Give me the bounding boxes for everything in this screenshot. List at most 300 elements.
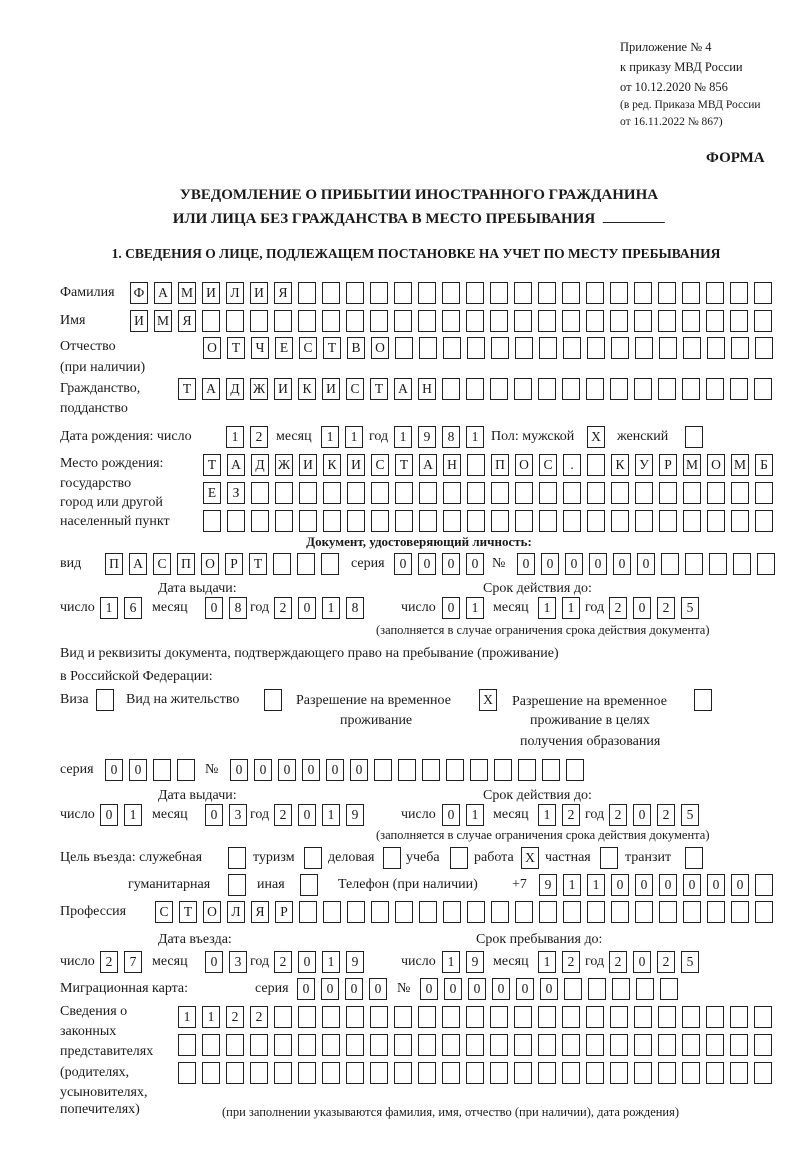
checkbox[interactable] <box>264 689 282 711</box>
char-box[interactable]: М <box>731 454 749 476</box>
char-box[interactable] <box>562 378 580 400</box>
purpose-other-checkbox[interactable] <box>300 874 318 896</box>
char-box[interactable] <box>730 1034 748 1056</box>
char-box[interactable]: И <box>274 378 292 400</box>
char-box[interactable]: Т <box>178 378 196 400</box>
char-box[interactable] <box>514 1034 532 1056</box>
char-box[interactable] <box>442 310 460 332</box>
char-box[interactable] <box>709 553 727 575</box>
char-box[interactable] <box>491 482 509 504</box>
char-box[interactable] <box>683 337 701 359</box>
char-box[interactable]: И <box>299 454 317 476</box>
doc-issue-year-boxes[interactable] <box>274 597 364 619</box>
char-box[interactable] <box>562 1034 580 1056</box>
char-box[interactable] <box>395 337 413 359</box>
char-box[interactable]: К <box>323 454 341 476</box>
char-box[interactable] <box>298 1006 316 1028</box>
purpose-tourism-checkbox[interactable] <box>304 847 322 869</box>
char-box[interactable] <box>514 378 532 400</box>
char-box[interactable] <box>467 901 485 923</box>
surname-boxes[interactable] <box>130 282 772 304</box>
char-box[interactable]: А <box>129 553 147 575</box>
char-box[interactable]: 5 <box>681 597 699 619</box>
char-box[interactable] <box>490 282 508 304</box>
char-box[interactable]: 9 <box>346 951 364 973</box>
stay-number-boxes[interactable] <box>230 759 584 781</box>
char-box[interactable] <box>442 1034 460 1056</box>
char-box[interactable]: 2 <box>562 804 580 826</box>
char-box[interactable] <box>538 1062 556 1084</box>
char-box[interactable] <box>563 337 581 359</box>
char-box[interactable] <box>494 759 512 781</box>
char-box[interactable] <box>250 1062 268 1084</box>
char-box[interactable] <box>178 1062 196 1084</box>
char-box[interactable]: 1 <box>100 597 118 619</box>
char-box[interactable] <box>682 1062 700 1084</box>
char-box[interactable] <box>706 1006 724 1028</box>
char-box[interactable] <box>422 759 440 781</box>
char-box[interactable] <box>610 378 628 400</box>
char-box[interactable] <box>682 1006 700 1028</box>
char-box[interactable] <box>178 1034 196 1056</box>
char-box[interactable]: Б <box>755 454 773 476</box>
char-box[interactable] <box>562 1006 580 1028</box>
char-box[interactable] <box>374 759 392 781</box>
checkbox[interactable] <box>300 874 318 896</box>
char-box[interactable] <box>297 553 315 575</box>
char-box[interactable] <box>418 1062 436 1084</box>
citizenship-boxes[interactable] <box>178 378 772 400</box>
char-box[interactable] <box>755 874 773 896</box>
char-box[interactable] <box>586 282 604 304</box>
char-box[interactable] <box>395 510 413 532</box>
char-box[interactable] <box>322 1062 340 1084</box>
char-box[interactable]: К <box>298 378 316 400</box>
char-box[interactable] <box>731 337 749 359</box>
char-box[interactable]: 2 <box>250 426 268 448</box>
char-box[interactable]: Л <box>227 901 245 923</box>
char-box[interactable]: И <box>322 378 340 400</box>
char-box[interactable]: 0 <box>611 874 629 896</box>
checkbox[interactable]: X <box>479 689 497 711</box>
char-box[interactable]: У <box>635 454 653 476</box>
char-box[interactable] <box>707 510 725 532</box>
char-box[interactable] <box>419 482 437 504</box>
char-box[interactable] <box>707 482 725 504</box>
char-box[interactable]: 7 <box>124 951 142 973</box>
char-box[interactable]: 0 <box>466 553 484 575</box>
char-box[interactable] <box>470 759 488 781</box>
char-box[interactable] <box>371 901 389 923</box>
purpose-business-checkbox[interactable] <box>383 847 401 869</box>
char-box[interactable] <box>370 1062 388 1084</box>
char-box[interactable]: 6 <box>124 597 142 619</box>
char-box[interactable] <box>466 310 484 332</box>
char-box[interactable] <box>418 1006 436 1028</box>
char-box[interactable] <box>634 1006 652 1028</box>
char-box[interactable]: 2 <box>274 951 292 973</box>
checkbox[interactable] <box>304 847 322 869</box>
char-box[interactable] <box>635 510 653 532</box>
char-box[interactable]: 0 <box>517 553 535 575</box>
char-box[interactable]: Н <box>443 454 461 476</box>
char-box[interactable] <box>635 337 653 359</box>
char-box[interactable] <box>298 1034 316 1056</box>
char-box[interactable]: 3 <box>229 951 247 973</box>
char-box[interactable]: 0 <box>540 978 558 1000</box>
stay-until-month-boxes[interactable] <box>538 951 580 973</box>
char-box[interactable] <box>274 1062 292 1084</box>
char-box[interactable]: Т <box>370 378 388 400</box>
char-box[interactable]: 1 <box>124 804 142 826</box>
title-blank-line[interactable] <box>603 208 665 223</box>
char-box[interactable]: Ф <box>130 282 148 304</box>
char-box[interactable]: Ж <box>250 378 268 400</box>
char-box[interactable]: 1 <box>322 951 340 973</box>
char-box[interactable] <box>757 553 775 575</box>
char-box[interactable] <box>755 901 773 923</box>
char-box[interactable] <box>466 1062 484 1084</box>
char-box[interactable] <box>733 553 751 575</box>
residence-checkbox[interactable] <box>264 689 282 711</box>
checkbox[interactable] <box>383 847 401 869</box>
char-box[interactable]: 0 <box>633 804 651 826</box>
char-box[interactable]: 0 <box>418 553 436 575</box>
char-box[interactable]: 0 <box>683 874 701 896</box>
char-box[interactable] <box>542 759 560 781</box>
char-box[interactable] <box>490 1062 508 1084</box>
char-box[interactable] <box>446 759 464 781</box>
char-box[interactable]: С <box>155 901 173 923</box>
char-box[interactable] <box>153 759 171 781</box>
char-box[interactable] <box>586 1006 604 1028</box>
char-box[interactable] <box>346 1034 364 1056</box>
char-box[interactable]: 2 <box>274 597 292 619</box>
char-box[interactable]: 0 <box>659 874 677 896</box>
migration-number-boxes[interactable] <box>420 978 678 1000</box>
char-box[interactable]: 0 <box>298 804 316 826</box>
char-box[interactable] <box>730 378 748 400</box>
char-box[interactable] <box>563 901 581 923</box>
char-box[interactable] <box>755 337 773 359</box>
char-box[interactable] <box>443 482 461 504</box>
char-box[interactable]: С <box>539 454 557 476</box>
char-box[interactable]: 2 <box>250 1006 268 1028</box>
char-box[interactable]: И <box>250 282 268 304</box>
phone-boxes[interactable] <box>539 874 773 896</box>
char-box[interactable] <box>538 1006 556 1028</box>
char-box[interactable] <box>682 1034 700 1056</box>
char-box[interactable]: 2 <box>609 804 627 826</box>
stay-series-boxes[interactable] <box>105 759 195 781</box>
char-box[interactable] <box>418 1034 436 1056</box>
char-box[interactable]: 0 <box>731 874 749 896</box>
char-box[interactable]: . <box>563 454 581 476</box>
char-box[interactable] <box>538 282 556 304</box>
char-box[interactable] <box>395 901 413 923</box>
char-box[interactable]: 0 <box>230 759 248 781</box>
char-box[interactable] <box>539 901 557 923</box>
char-box[interactable]: 1 <box>466 804 484 826</box>
char-box[interactable] <box>227 510 245 532</box>
char-box[interactable] <box>659 337 677 359</box>
char-box[interactable]: Ж <box>275 454 293 476</box>
char-box[interactable] <box>298 1062 316 1084</box>
char-box[interactable] <box>323 482 341 504</box>
char-box[interactable]: 1 <box>226 426 244 448</box>
char-box[interactable] <box>274 310 292 332</box>
char-box[interactable]: 0 <box>297 978 315 1000</box>
char-box[interactable] <box>566 759 584 781</box>
char-box[interactable] <box>418 282 436 304</box>
char-box[interactable] <box>518 759 536 781</box>
char-box[interactable]: 0 <box>129 759 147 781</box>
char-box[interactable]: П <box>177 553 195 575</box>
char-box[interactable] <box>634 310 652 332</box>
char-box[interactable]: 0 <box>326 759 344 781</box>
char-box[interactable] <box>755 510 773 532</box>
char-box[interactable]: 0 <box>321 978 339 1000</box>
char-box[interactable] <box>731 901 749 923</box>
char-box[interactable] <box>586 1034 604 1056</box>
char-box[interactable]: Р <box>659 454 677 476</box>
char-box[interactable]: 1 <box>442 951 460 973</box>
char-box[interactable] <box>443 510 461 532</box>
char-box[interactable]: 0 <box>635 874 653 896</box>
checkbox[interactable] <box>694 689 712 711</box>
char-box[interactable]: 0 <box>442 597 460 619</box>
char-box[interactable]: 0 <box>302 759 320 781</box>
char-box[interactable]: 0 <box>633 597 651 619</box>
char-box[interactable] <box>730 310 748 332</box>
char-box[interactable]: 2 <box>226 1006 244 1028</box>
char-box[interactable]: 2 <box>657 951 675 973</box>
char-box[interactable] <box>588 978 606 1000</box>
birth-place-boxes-3[interactable] <box>203 510 773 532</box>
char-box[interactable] <box>298 310 316 332</box>
char-box[interactable] <box>514 1062 532 1084</box>
doc-number-boxes[interactable] <box>517 553 775 575</box>
char-box[interactable]: 1 <box>538 597 556 619</box>
char-box[interactable] <box>347 482 365 504</box>
doc-series-boxes[interactable] <box>394 553 484 575</box>
char-box[interactable] <box>754 282 772 304</box>
char-box[interactable] <box>586 1062 604 1084</box>
char-box[interactable] <box>634 1034 652 1056</box>
checkbox[interactable]: X <box>587 426 605 448</box>
char-box[interactable] <box>202 1062 220 1084</box>
char-box[interactable]: 0 <box>105 759 123 781</box>
char-box[interactable] <box>371 482 389 504</box>
char-box[interactable]: 0 <box>541 553 559 575</box>
char-box[interactable] <box>250 310 268 332</box>
char-box[interactable] <box>683 901 701 923</box>
char-box[interactable] <box>731 482 749 504</box>
char-box[interactable]: К <box>611 454 629 476</box>
char-box[interactable] <box>226 310 244 332</box>
char-box[interactable] <box>491 510 509 532</box>
char-box[interactable] <box>346 1006 364 1028</box>
char-box[interactable]: О <box>203 337 221 359</box>
char-box[interactable]: В <box>347 337 365 359</box>
edu-permit-checkbox[interactable] <box>694 689 712 711</box>
char-box[interactable] <box>658 1006 676 1028</box>
stay-valid-day-boxes[interactable] <box>442 804 484 826</box>
char-box[interactable]: Д <box>251 454 269 476</box>
char-box[interactable]: 0 <box>205 597 223 619</box>
char-box[interactable]: 2 <box>100 951 118 973</box>
char-box[interactable] <box>466 1006 484 1028</box>
char-box[interactable]: 1 <box>322 597 340 619</box>
char-box[interactable]: Я <box>178 310 196 332</box>
migration-series-boxes[interactable] <box>297 978 387 1000</box>
char-box[interactable]: 0 <box>707 874 725 896</box>
char-box[interactable]: И <box>347 454 365 476</box>
char-box[interactable] <box>346 282 364 304</box>
char-box[interactable]: 5 <box>681 804 699 826</box>
char-box[interactable]: 5 <box>681 951 699 973</box>
char-box[interactable] <box>203 510 221 532</box>
char-box[interactable] <box>611 337 629 359</box>
char-box[interactable] <box>562 1062 580 1084</box>
char-box[interactable] <box>323 901 341 923</box>
char-box[interactable] <box>394 310 412 332</box>
reps-boxes-2[interactable] <box>178 1034 772 1056</box>
char-box[interactable]: 2 <box>609 951 627 973</box>
char-box[interactable]: 1 <box>563 874 581 896</box>
char-box[interactable]: 9 <box>418 426 436 448</box>
char-box[interactable] <box>659 510 677 532</box>
char-box[interactable]: 8 <box>346 597 364 619</box>
doc-type-boxes[interactable] <box>105 553 339 575</box>
char-box[interactable] <box>514 310 532 332</box>
reps-boxes-3[interactable] <box>178 1062 772 1084</box>
char-box[interactable] <box>322 1006 340 1028</box>
char-box[interactable]: 0 <box>205 951 223 973</box>
char-box[interactable]: 0 <box>205 804 223 826</box>
char-box[interactable] <box>611 901 629 923</box>
char-box[interactable]: 0 <box>100 804 118 826</box>
char-box[interactable] <box>323 510 341 532</box>
char-box[interactable]: 1 <box>538 951 556 973</box>
birth-place-boxes-1[interactable] <box>203 454 773 476</box>
char-box[interactable]: И <box>202 282 220 304</box>
char-box[interactable]: Е <box>275 337 293 359</box>
char-box[interactable]: 1 <box>322 804 340 826</box>
char-box[interactable]: 1 <box>394 426 412 448</box>
char-box[interactable] <box>347 510 365 532</box>
birth-day-boxes[interactable] <box>226 426 268 448</box>
doc-issue-month-boxes[interactable] <box>205 597 247 619</box>
char-box[interactable] <box>202 310 220 332</box>
entry-month-boxes[interactable] <box>205 951 247 973</box>
char-box[interactable]: О <box>707 454 725 476</box>
char-box[interactable] <box>660 978 678 1000</box>
stay-issue-year-boxes[interactable] <box>274 804 364 826</box>
char-box[interactable]: 1 <box>345 426 363 448</box>
char-box[interactable]: 8 <box>442 426 460 448</box>
reps-boxes-1[interactable] <box>178 1006 772 1028</box>
char-box[interactable] <box>466 282 484 304</box>
purpose-humanitarian-checkbox[interactable] <box>228 874 246 896</box>
char-box[interactable]: 9 <box>466 951 484 973</box>
char-box[interactable]: 0 <box>350 759 368 781</box>
char-box[interactable] <box>442 282 460 304</box>
checkbox[interactable]: X <box>521 847 539 869</box>
char-box[interactable] <box>754 1034 772 1056</box>
char-box[interactable] <box>730 282 748 304</box>
char-box[interactable]: О <box>203 901 221 923</box>
char-box[interactable] <box>491 337 509 359</box>
char-box[interactable]: 0 <box>345 978 363 1000</box>
checkbox[interactable] <box>228 847 246 869</box>
checkbox[interactable] <box>228 874 246 896</box>
purpose-private-checkbox[interactable] <box>600 847 618 869</box>
char-box[interactable] <box>251 482 269 504</box>
char-box[interactable] <box>564 978 582 1000</box>
char-box[interactable] <box>587 482 605 504</box>
char-box[interactable] <box>610 310 628 332</box>
char-box[interactable] <box>685 553 703 575</box>
stay-until-year-boxes[interactable] <box>609 951 699 973</box>
char-box[interactable]: Н <box>418 378 436 400</box>
char-box[interactable] <box>515 337 533 359</box>
char-box[interactable] <box>636 978 654 1000</box>
checkbox[interactable] <box>96 689 114 711</box>
char-box[interactable] <box>370 282 388 304</box>
char-box[interactable] <box>682 282 700 304</box>
char-box[interactable]: 3 <box>229 804 247 826</box>
char-box[interactable]: С <box>346 378 364 400</box>
char-box[interactable] <box>611 510 629 532</box>
checkbox[interactable] <box>450 847 468 869</box>
char-box[interactable]: 0 <box>492 978 510 1000</box>
char-box[interactable] <box>754 1006 772 1028</box>
purpose-official-checkbox[interactable] <box>228 847 246 869</box>
char-box[interactable]: 0 <box>516 978 534 1000</box>
char-box[interactable]: 0 <box>442 804 460 826</box>
char-box[interactable] <box>755 482 773 504</box>
char-box[interactable]: Р <box>275 901 293 923</box>
char-box[interactable]: 1 <box>466 426 484 448</box>
char-box[interactable] <box>682 310 700 332</box>
char-box[interactable] <box>563 510 581 532</box>
char-box[interactable] <box>611 482 629 504</box>
char-box[interactable] <box>490 310 508 332</box>
char-box[interactable]: С <box>371 454 389 476</box>
char-box[interactable]: 0 <box>589 553 607 575</box>
char-box[interactable] <box>538 310 556 332</box>
name-boxes[interactable] <box>130 310 772 332</box>
char-box[interactable] <box>563 482 581 504</box>
doc-valid-month-boxes[interactable] <box>538 597 580 619</box>
char-box[interactable]: 8 <box>229 597 247 619</box>
char-box[interactable] <box>539 482 557 504</box>
char-box[interactable]: 0 <box>442 553 460 575</box>
doc-valid-year-boxes[interactable] <box>609 597 699 619</box>
char-box[interactable] <box>706 310 724 332</box>
char-box[interactable] <box>634 282 652 304</box>
char-box[interactable] <box>202 1034 220 1056</box>
char-box[interactable] <box>562 310 580 332</box>
char-box[interactable] <box>491 901 509 923</box>
char-box[interactable] <box>395 482 413 504</box>
char-box[interactable] <box>322 310 340 332</box>
char-box[interactable]: А <box>202 378 220 400</box>
char-box[interactable]: 1 <box>538 804 556 826</box>
char-box[interactable] <box>659 482 677 504</box>
char-box[interactable] <box>706 378 724 400</box>
